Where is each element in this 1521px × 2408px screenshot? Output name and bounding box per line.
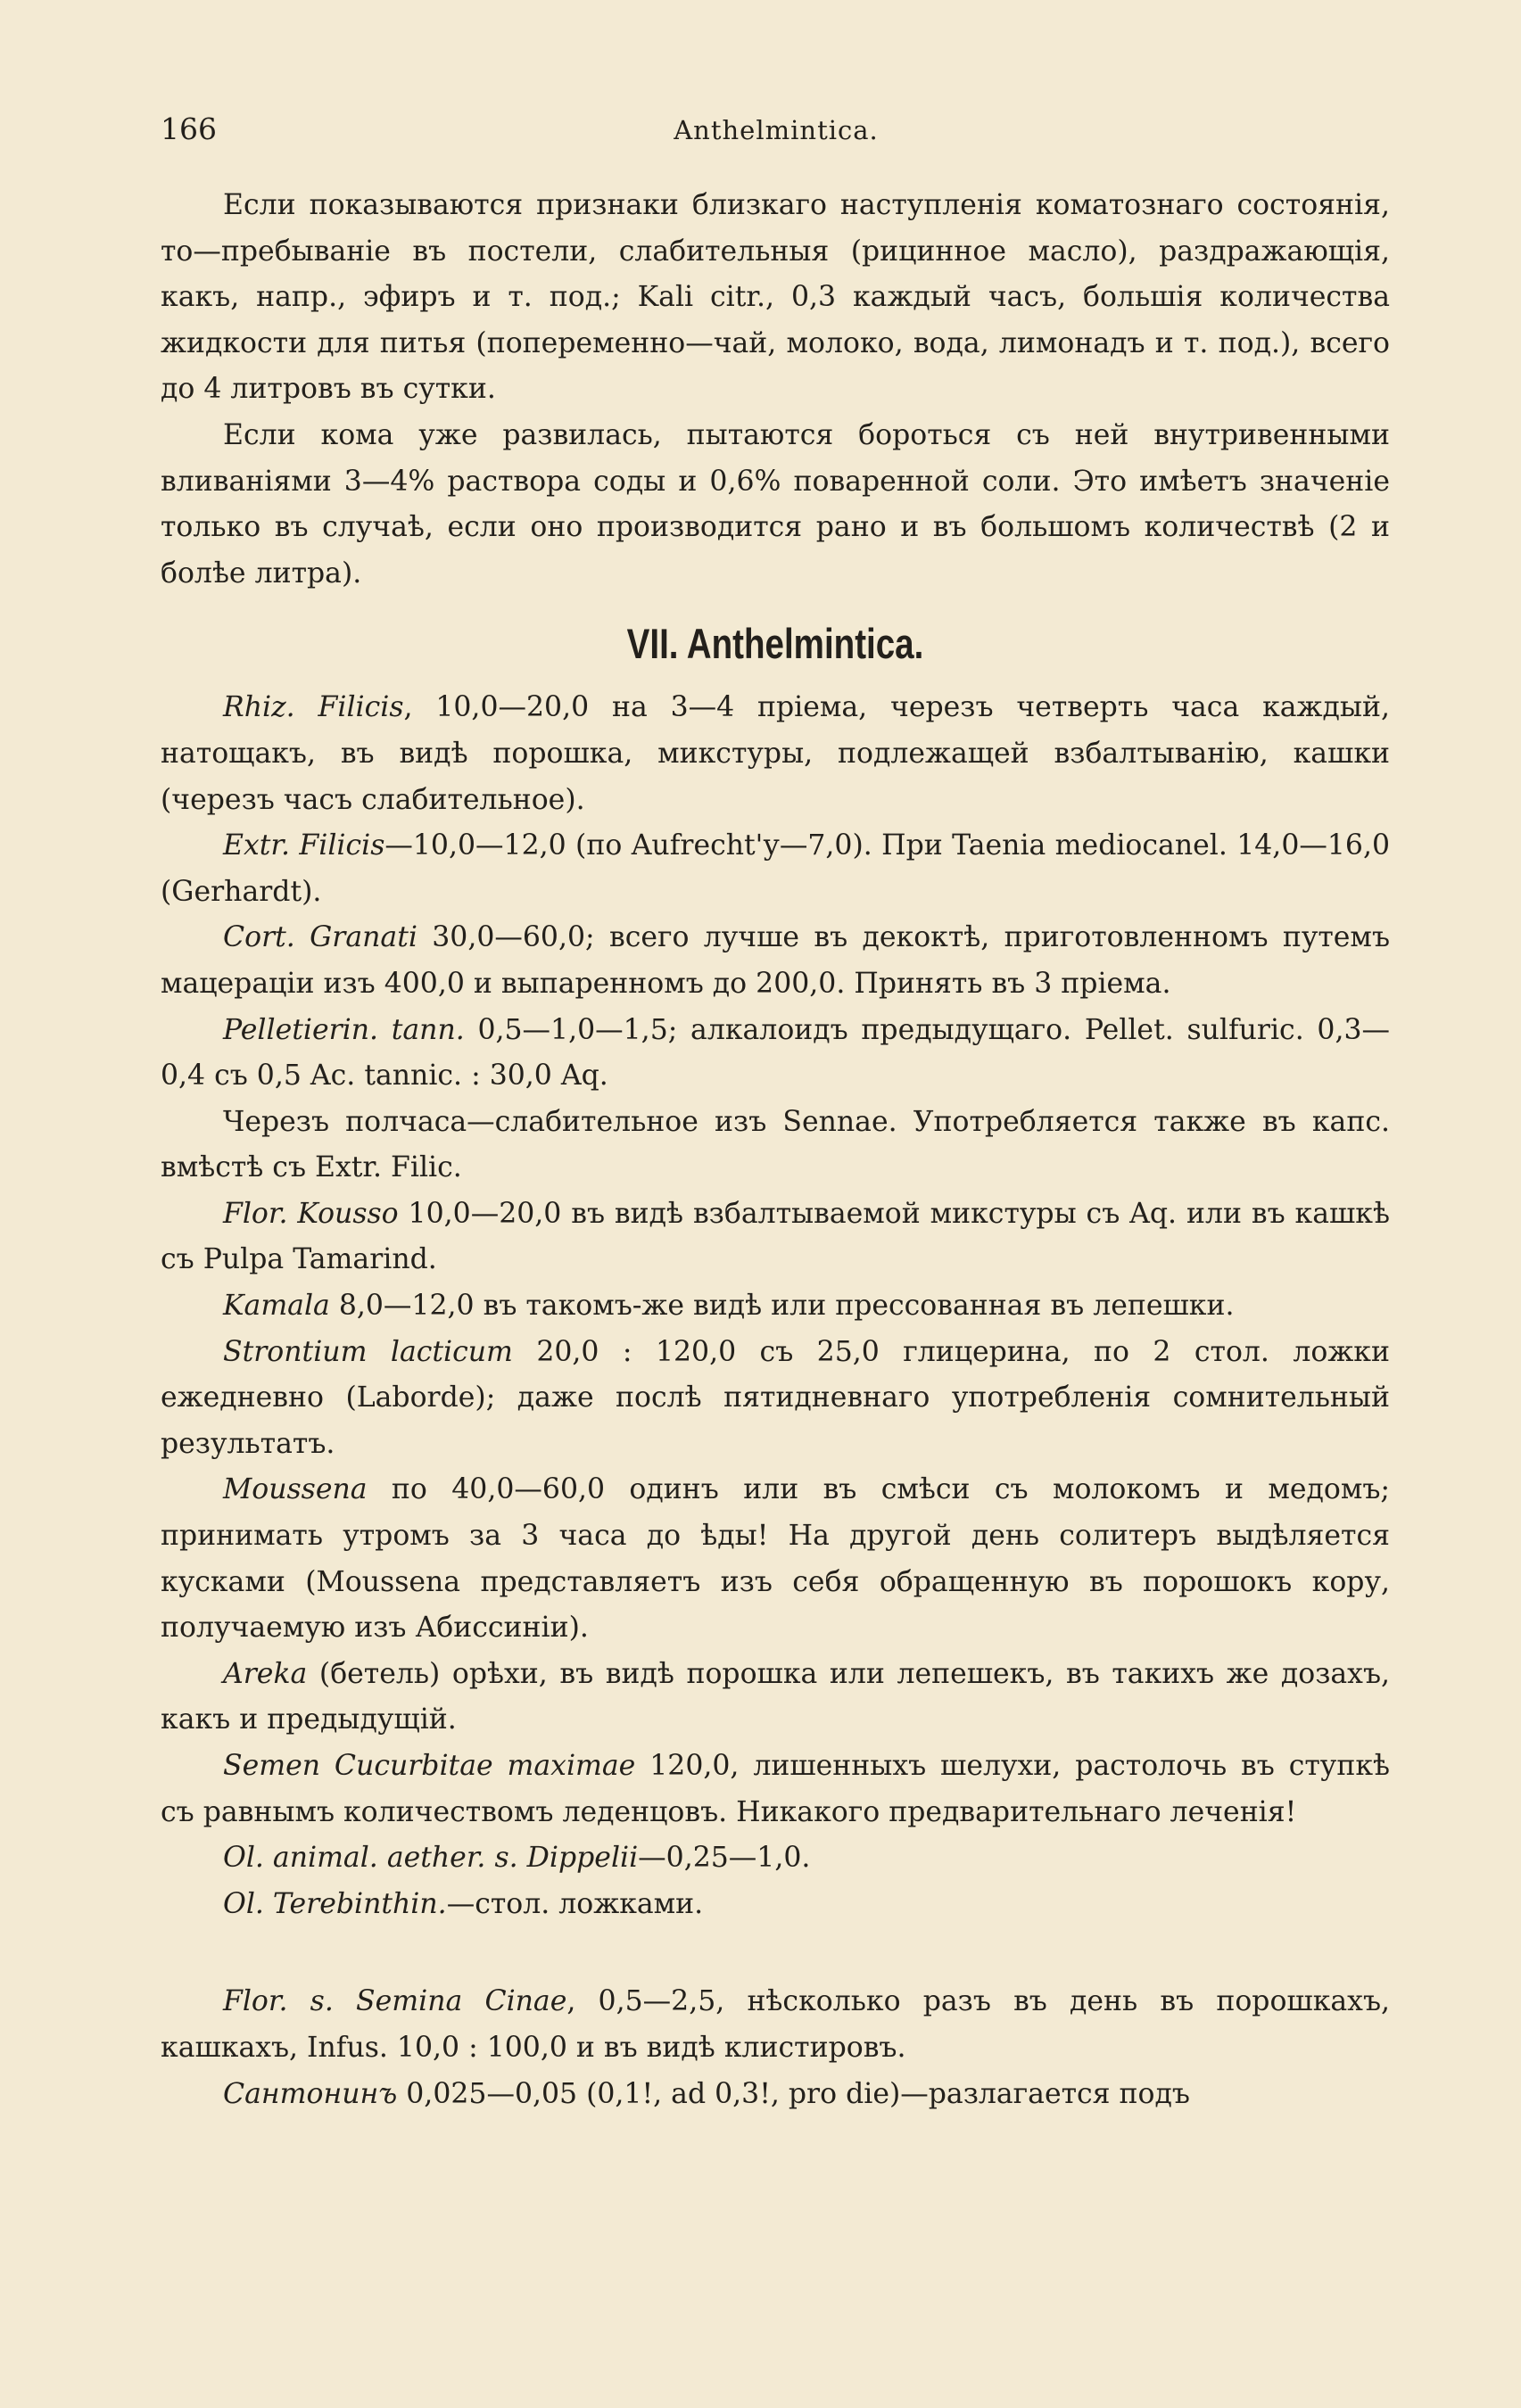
drug-name: Flor. s. Semina Cinae [223, 1985, 567, 2018]
entry-text: 0,025—0,05 (0,1!, ad 0,3!, pro die)—разлагается подъ [397, 2077, 1190, 2110]
entry [161, 2072, 1390, 2118]
entry-text: , 0,5—2,5, нѣсколько разъ въ день въ порошкахъ, кашкахъ, Infus. 10,0 : 100,0 и въ видѣ клистировъ. [161, 1985, 1391, 2064]
drug-name: Flor. Kousso [223, 1197, 399, 1230]
entry-text: —0,25—1,0. [638, 1842, 811, 1875]
entry [161, 1192, 1390, 1283]
entry [161, 685, 1390, 823]
drug-name: Areka [223, 1657, 308, 1690]
entry [161, 1100, 1390, 1192]
entry [161, 1283, 1390, 1330]
page-header [161, 111, 1392, 156]
entry-text: , 10,0—20,0 на 3—4 пріема, черезъ четверть часа каждый, натощакъ, въ видѣ порошка, микстуры, подлежащей взбалтыванію, кашки (черезъ часъ слабительное). [161, 691, 1390, 816]
entry-text: 0,5—1,0—1,5; алкалоидъ предыдущаго. Pellet. sulfuric. 0,3—0,4 съ 0,5 Ac. tannic. : 30,0 Aq. [161, 1013, 1390, 1093]
drug-name: Ol. animal. aether. s. Dippelii [223, 1842, 639, 1875]
entry [161, 1979, 1390, 2071]
paragraph: Если кома уже развилась, пытаются бороться съ ней внутривенными вливаніями 3—4% раствора соды и 0,6% поваренной соли. Это имѣетъ значеніе только въ случаѣ, если оно производится рано и въ большомъ количествѣ (2 и болѣе литра). [161, 418, 1390, 590]
entry [161, 1467, 1390, 1651]
entry [161, 1744, 1390, 1835]
page-number: 166 [161, 111, 217, 146]
entry [161, 1882, 1390, 1928]
page-body [161, 183, 1390, 2117]
entry-text: 10,0—20,0 въ видѣ взбалтываемой микстуры съ Aq. или въ кашкѣ съ Pulpa Tamarind. [161, 1197, 1390, 1276]
section-title: VII. Anthelmintica. [626, 620, 924, 668]
entry [161, 823, 1390, 915]
entry [161, 1835, 1390, 1882]
entry [161, 1652, 1390, 1744]
drug-name: Kamala [223, 1290, 330, 1323]
entry [161, 1008, 1390, 1100]
entry [161, 915, 1390, 1007]
entry-text: 20,0 : 120,0 съ 25,0 глицерина, по 2 стол. ложки ежедневно (Laborde); даже послѣ пятидневнаго употребленія сомнительный результатъ. [161, 1335, 1390, 1460]
entry-text: —10,0—12,0 (по Aufrecht'у—7,0). При Taenia mediocanel. 14,0—16,0 (Gerhardt). [161, 829, 1390, 908]
drug-name: Ol. Terebinthin. [223, 1887, 447, 1920]
drug-name: Cort. Granati [223, 921, 417, 954]
entry-text: 8,0—12,0 въ такомъ-же видѣ или прессованная въ лепешки. [329, 1290, 1235, 1323]
drug-name: Semen Cucurbitae maximae [223, 1750, 636, 1782]
section-gap [161, 1927, 1390, 1979]
drug-name: Moussena [223, 1473, 368, 1506]
entry [161, 1330, 1390, 1468]
running-title: Anthelmintica. [674, 115, 879, 145]
drug-name: Сантонинъ [223, 2077, 398, 2110]
drug-name: Pelletierin. tann. [223, 1013, 465, 1046]
entry-text: —стол. ложками. [446, 1887, 704, 1920]
drug-name: Rhiz. Filicis [223, 691, 404, 724]
entry-text: Черезъ полчаса—слабительное изъ Sennae. Употребляется также въ капс. вмѣстѣ съ Extr. Filic. [161, 1105, 1390, 1184]
entry-text: 30,0—60,0; всего лучше въ декоктѣ, приготовленномъ путемъ мацераціи изъ 400,0 и выпаренномъ до 200,0. Принять въ 3 пріема. [161, 921, 1390, 1000]
drug-name: Extr. Filicis [223, 829, 385, 862]
entry-text: (бетель) орѣхи, въ видѣ порошка или лепешекъ, въ такихъ же дозахъ, какъ и предыдущій. [161, 1657, 1390, 1736]
paragraph: Если показываются признаки близкаго наступленія коматознаго состоянія, то—пребываніе въ постели, слабительныя (рицинное масло), раздражающія, какъ, напр., эфиръ и т. под.; Kali citr., 0,3 каждый часъ, большія количества жидкости для питья (попеременно—чай, молоко, вода, лимонадъ и т. под.), всего до 4 литровъ въ сутки. [161, 189, 1390, 406]
entry-text: 120,0, лишенныхъ шелухи, растолочь въ ступкѣ съ равнымъ количествомъ леденцовъ. Никакого предварительнаго леченія! [161, 1750, 1391, 1828]
entry-text: по 40,0—60,0 одинъ или въ смѣси съ молокомъ и медомъ; принимать утромъ за 3 часа до ѣды! На другой день солитеръ выдѣляется кусками (Moussena представляетъ изъ себя обращенную въ порошокъ кору, получаемую изъ Абиссиніи). [161, 1473, 1390, 1645]
drug-name: Strontium lacticum [223, 1335, 513, 1368]
